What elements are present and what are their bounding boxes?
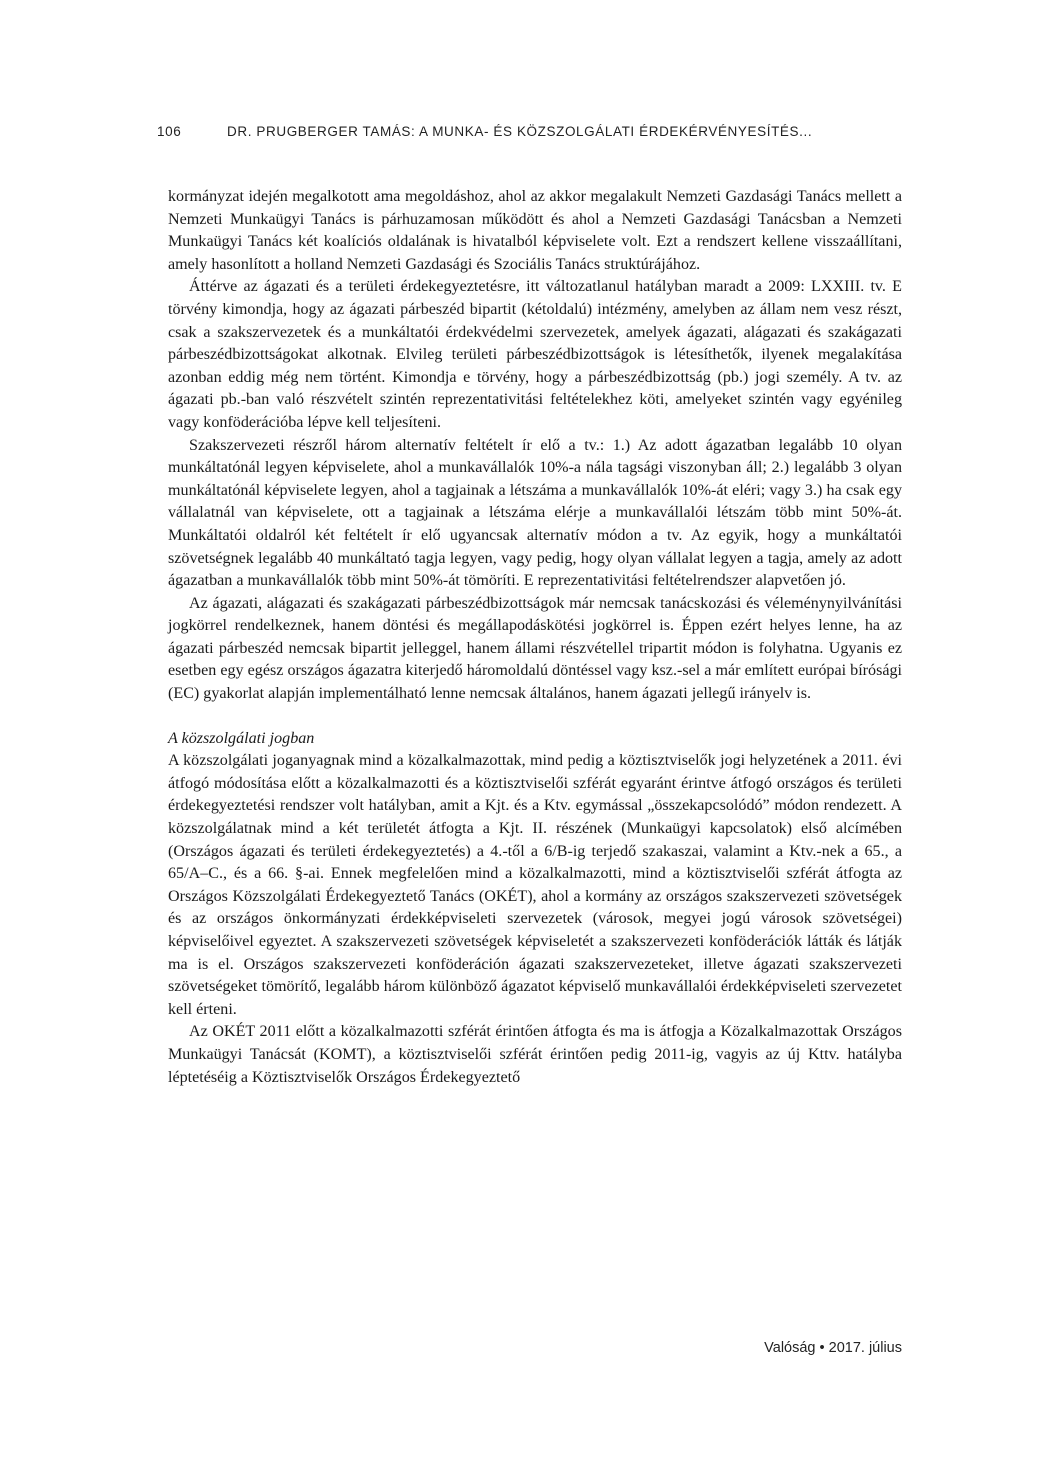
paragraph: Az ágazati, alágazati és szakágazati párbeszédbizottságok már nemcsak tanácskozási és véleménynyilvánítási jogkörrel rendelkeznek, hanem döntési és megállapodáskötési jogkörrel is. Éppen ezért helyes lenne, ha az ágazati párbeszéd nemcsak bipartit jelleggel, hanem állami részvétellel tripartit módon is folyhatna. Ugyanis ez esetben egy egész országos ágazatra kiterjedő háromoldalú döntéssel vagy ksz.-sel a már említett európai bírósági (EC) gyakorlat alapján implementálható lenne nemcsak általános, hanem ágazati jellegű irányelv is.	[168, 594, 902, 703]
article-body	[168, 186, 902, 1089]
paragraph: A közszolgálati joganyagnak mind a közalkalmazottak, mind pedig a köztisztviselők jogi helyzetének a 2011. évi átfogó módosítása előtt a közalkalmazotti és a köztisztviselői szférát egyaránt érintve átfogó országos és területi érdekegyeztetési rendszer volt hatályban, amit a Kjt. és a Ktv. egymással „összekapcsolódó” módon rendezett. A közszolgálatnak mind a két területét átfogta a Kjt. II. részének (Munkaügyi kapcsolatok) első alcímében (Országos ágazati és területi érdekegyeztetés) a 4.-től a 6/B-ig terjedő szakaszai, valamint a Ktv.-nek a 65., a 65/A–C., és a 66. §-ai. Ennek megfelelően mind a közalkalmazotti, mind a köztisztviselői szférát átfogta az Országos Közszolgálati Érdekegyeztető Tanács (OKÉT), ahol a kormány az országos szakszervezeti szövetségek és az országos önkormányzati érdekképviseleti szervezetek (városok, megyei jogú városok szövetségei) képviselőivel egyeztet. A szakszervezeti szövetségek képviseletét a szakszervezeti konföderációk látták és látják ma is el. Országos szakszervezeti konföderáción ágazati szakszervezeteket, illetve ágazati szakszervezeti szövetségeket tömörítő, legalább három különböző ágazatot képviselő munkavállalói érdekképviseleti szervezetet kell érteni.	[168, 752, 902, 1018]
section-heading: A közszolgálati jogban	[168, 729, 315, 747]
running-header	[157, 124, 902, 144]
running-title: DR. PRUGBERGER TAMÁS: A MUNKA- ÉS KÖZSZOLGÁLATI ÉRDEKÉRVÉNYESÍTÉS...	[227, 124, 813, 139]
paragraph: Az OKÉT 2011 előtt a közalkalmazotti szférát érintően átfogta és ma is átfogja a Közalkalmazottak Országos Munkaügyi Tanácsát (KOMT), a köztisztviselői szférát érintően pedig 2011-ig, vagyis az új Kttv. hatályba léptetéséig a Köztisztviselők Országos Érdekegyeztető	[168, 1023, 902, 1086]
paragraph: Áttérve az ágazati és a területi érdekegyeztetésre, itt változatlanul hatályban maradt a 2009: LXXIII. tv. E törvény kimondja, hogy az ágazati párbeszéd bipartit (kétoldalú) intézmény, amelyben az állam nem vesz részt, csak a szakszervezetek és a munkáltatói érdekvédelmi szervezetek, amelyek ágazati, alágazati és szakágazati párbeszédbizottságokat alkotnak. Elvileg területi párbeszédbizottságok is létesíthetők, ilyenek megalakítása azonban eddig még nem történt. Kimondja e törvény, hogy a párbeszédbizottság (pb.) jogi személy. A tv. az ágazati pb.-ban való részvételt szintén reprezentativitási feltételekhez köti, amelyeket szintén vagy egyénileg vagy konföderációba lépve kell teljesíteni.	[168, 278, 902, 431]
page-number: 106	[157, 124, 182, 139]
paragraph: kormányzat idején megalkotott ama megoldáshoz, ahol az akkor megalakult Nemzeti Gazdasági Tanács mellett a Nemzeti Munkaügyi Tanács is párhuzamosan működött és ahol a Nemzeti Gazdasági Tanácsban a Nemzeti Munkaügyi Tanács két koalíciós oldalának is hivatalból képviselete volt. Ezt a rendszert kellene visszaállítani, amely hasonlított a holland Nemzeti Gazdasági és Szociális Tanács struktúrájához.	[168, 188, 902, 273]
paragraph: Szakszervezeti részről három alternatív feltételt ír elő a tv.: 1.) Az adott ágazatban legalább 10 olyan munkáltatónál legyen képviselete, ahol a munkavállalók 10%-a nála tagsági viszonyban áll; 2.) legalább 3 olyan munkáltatónál képviselete legyen, ahol a tagjainak a létszáma a munkavállalók 10%-át eléri; vagy 3.) ha csak egy vállalatnál van képviselete, ott a tagjainak a létszáma elérje a munkavállalói létszám több mint 50%-át. Munkáltatói oldalról két feltételt ír elő ugyancsak alternatív módon a tv. Az egyik, hogy a munkáltatói szövetségnek legalább 40 munkáltató tagja legyen, vagy pedig, hogy olyan vállalat legyen a tagja, amely az adott ágazatban a munkavállalók több mint 50%-át tömöríti. E reprezentativitási feltételrendszer alapvetően jó.	[168, 436, 902, 590]
page-footer: Valóság • 2017. július	[764, 1340, 902, 1356]
